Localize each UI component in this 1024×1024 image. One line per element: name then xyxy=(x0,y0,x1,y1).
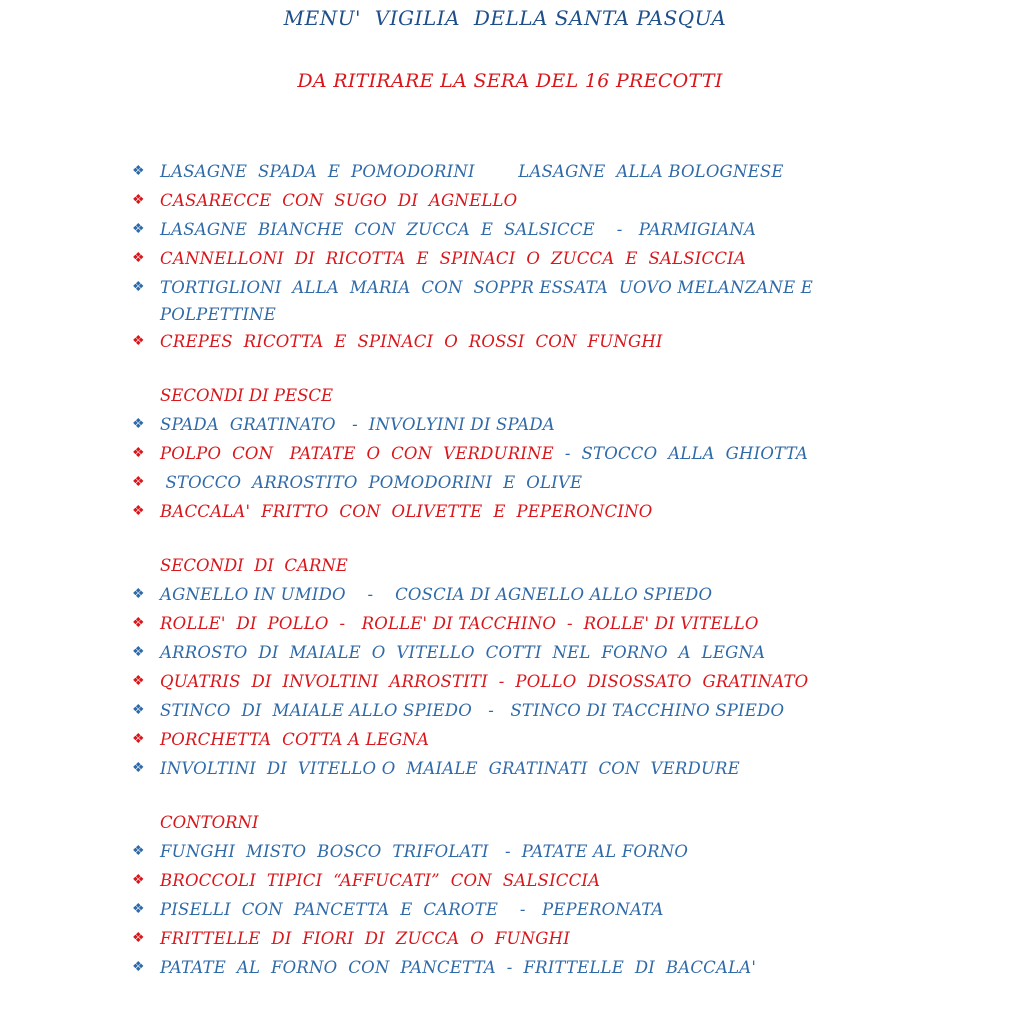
menu-item xyxy=(132,468,932,497)
diamond-dots-icon: ❖ xyxy=(132,279,145,295)
menu-item xyxy=(132,410,932,439)
menu-item xyxy=(132,273,932,327)
menu-item xyxy=(132,754,932,783)
diamond-dots-icon: ❖ xyxy=(132,192,145,208)
menu-item xyxy=(132,895,932,924)
menu-item xyxy=(132,580,932,609)
diamond-dots-icon: ❖ xyxy=(132,760,145,776)
menu-section xyxy=(132,157,932,356)
diamond-dots-icon: ❖ xyxy=(132,872,145,888)
menu-section xyxy=(132,808,932,982)
menu-item-text: CREPES RICOTTA E SPINACI O ROSSI CON FUNGHI xyxy=(160,332,663,351)
diamond-dots-icon: ❖ xyxy=(132,930,145,946)
diamond-dots-icon: ❖ xyxy=(132,702,145,718)
menu-item-text: ARROSTO DI MAIALE O VITELLO COTTI NEL FORNO A LEGNA xyxy=(160,643,766,662)
menu-item xyxy=(132,725,932,754)
diamond-dots-icon: ❖ xyxy=(132,163,145,179)
diamond-dots-icon: ❖ xyxy=(132,731,145,747)
menu-item-text: FUNGHI MISTO BOSCO TRIFOLATI - PATATE AL FORNO xyxy=(160,842,689,861)
menu-item-text: QUATRIS DI INVOLTINI ARROSTITI - POLLO DISOSSATO GRATINATO xyxy=(160,672,809,691)
menu-list xyxy=(132,157,932,1007)
menu-item-text: LASAGNE SPADA E POMODORINI LASAGNE ALLA BOLOGNESE xyxy=(160,162,784,181)
menu-item-text: BROCCOLI TIPICI “AFFUCATI” CON SALSICCIA xyxy=(160,871,601,890)
diamond-dots-icon: ❖ xyxy=(132,250,145,266)
menu-item-text: PISELLI CON PANCETTA E CAROTE - PEPERONATA xyxy=(160,900,664,919)
diamond-dots-icon: ❖ xyxy=(132,445,145,461)
menu-section xyxy=(132,551,932,783)
diamond-dots-icon: ❖ xyxy=(132,901,145,917)
menu-item xyxy=(132,696,932,725)
menu-section xyxy=(132,381,932,526)
menu-item xyxy=(132,186,932,215)
menu-item-text-continuation: POLPETTINE xyxy=(160,305,277,324)
menu-item-text: CASARECCE CON SUGO DI AGNELLO xyxy=(160,191,518,210)
menu-item-text: STOCCO ARROSTITO POMODORINI E OLIVE xyxy=(160,473,583,492)
diamond-dots-icon: ❖ xyxy=(132,474,145,490)
menu-subtitle: DA RITIRARE LA SERA DEL 16 PRECOTTI xyxy=(297,70,723,92)
diamond-dots-icon: ❖ xyxy=(132,673,145,689)
menu-item-text: TORTIGLIONI ALLA MARIA CON SOPPR ESSATA UOVO MELANZANE E xyxy=(160,278,814,297)
menu-item-text: STINCO DI MAIALE ALLO SPIEDO - STINCO DI TACCHINO SPIEDO xyxy=(160,701,785,720)
menu-item-text: ROLLE' DI POLLO - ROLLE' DI TACCHINO - ROLLE' DI VITELLO xyxy=(160,614,759,633)
menu-item xyxy=(132,497,932,526)
diamond-dots-icon: ❖ xyxy=(132,586,145,602)
diamond-dots-icon: ❖ xyxy=(132,333,145,349)
menu-item xyxy=(132,953,932,982)
diamond-dots-icon: ❖ xyxy=(132,843,145,859)
diamond-dots-icon: ❖ xyxy=(132,416,145,432)
diamond-dots-icon: ❖ xyxy=(132,615,145,631)
menu-item-text: - STOCCO ALLA GHIOTTA xyxy=(553,444,808,463)
menu-title: MENU' VIGILIA DELLA SANTA PASQUA xyxy=(283,6,727,30)
menu-item xyxy=(132,244,932,273)
menu-item xyxy=(132,439,932,468)
menu-item xyxy=(132,924,932,953)
menu-item xyxy=(132,157,932,186)
diamond-dots-icon: ❖ xyxy=(132,503,145,519)
diamond-dots-icon: ❖ xyxy=(132,221,145,237)
menu-item-text: LASAGNE BIANCHE CON ZUCCA E SALSICCE - PARMIGIANA xyxy=(160,220,757,239)
menu-item-text: FRITTELLE DI FIORI DI ZUCCA O FUNGHI xyxy=(160,929,570,948)
menu-item-text: AGNELLO IN UMIDO - COSCIA DI AGNELLO ALLO SPIEDO xyxy=(160,585,713,604)
menu-item xyxy=(132,609,932,638)
menu-item xyxy=(132,837,932,866)
section-heading: CONTORNI xyxy=(160,813,259,832)
menu-item-text: BACCALA' FRITTO CON OLIVETTE E PEPERONCINO xyxy=(160,502,653,521)
menu-item-text: PORCHETTA COTTA A LEGNA xyxy=(160,730,430,749)
section-heading: SECONDI DI PESCE xyxy=(160,386,334,405)
menu-item-text: POLPO CON PATATE O CON VERDURINE xyxy=(160,444,554,463)
menu-item xyxy=(132,215,932,244)
menu-item-text: CANNELLONI DI RICOTTA E SPINACI O ZUCCA E SALSICCIA xyxy=(160,249,746,268)
menu-item xyxy=(132,638,932,667)
menu-item xyxy=(132,327,932,356)
diamond-dots-icon: ❖ xyxy=(132,644,145,660)
menu-item-text: SPADA GRATINATO - INVOLYINI DI SPADA xyxy=(160,415,555,434)
menu-item-text: PATATE AL FORNO CON PANCETTA - FRITTELLE DI BACCALA' xyxy=(160,958,757,977)
menu-item-text: INVOLTINI DI VITELLO O MAIALE GRATINATI CON VERDURE xyxy=(160,759,740,778)
menu-item xyxy=(132,667,932,696)
menu-item xyxy=(132,866,932,895)
section-heading: SECONDI DI CARNE xyxy=(160,556,348,575)
diamond-dots-icon: ❖ xyxy=(132,959,145,975)
